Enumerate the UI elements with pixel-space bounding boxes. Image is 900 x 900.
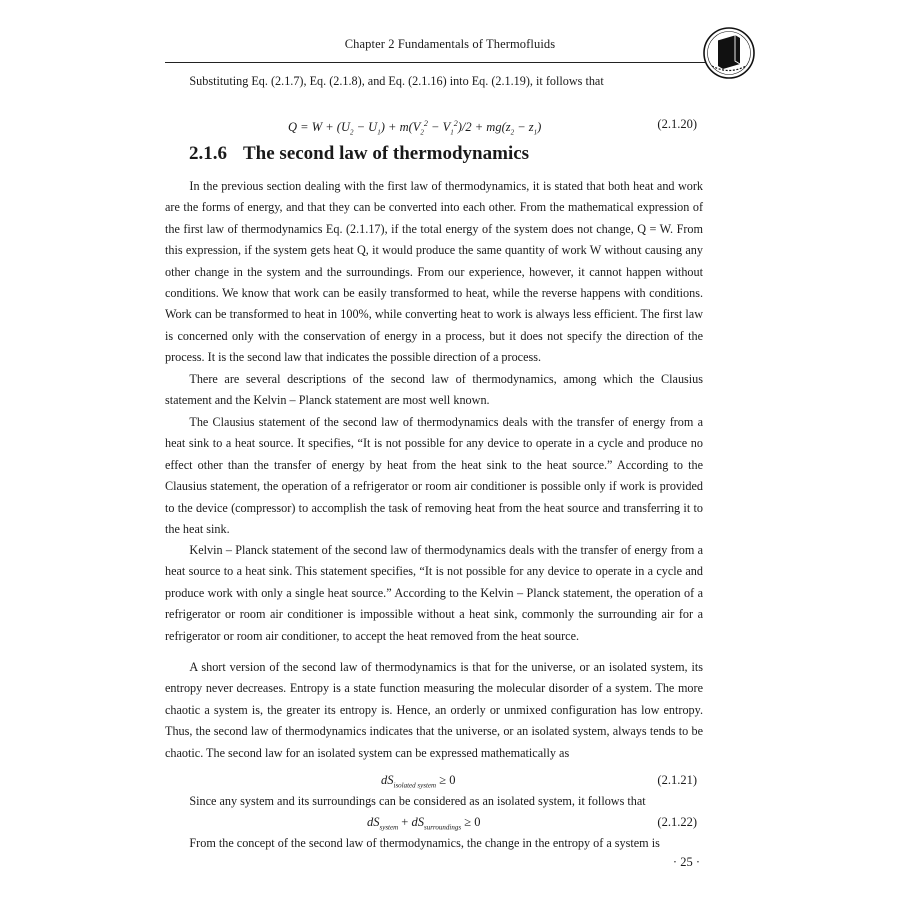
equation-2-1-22-expression: $dS_{system} + dS_{surroundings} \ge 0$ [367,815,481,832]
paragraph: There are several descriptions of the second law of thermodynamics, among which the Clausius statement and the Kelvin – Planck statement are most well known. [165,372,703,408]
section-title: The second law of thermodynamics [243,143,530,164]
paragraph: In the previous section dealing with the first law of thermodynamics, it is stated that both heat and work are the forms of energy, and that they can be converted into each other. From the mathematical expression of the first law of thermodynamics Eq. (2.1.17), if the total energy of the system does not change, Q = W. From this expression, if the system gets heat Q, it would produce the same quantity of work W without causing any other change in the system and the surroundings. From our experience, however, it cannot happen without conditions. We know that work can be easily transformed to heat, while the reverse happens with conditions. Work can be transformed to heat in 100%, while converting heat to work is always less efficient. The first law is concerned only with the conservation of energy in a process, but it does not specify the direction of the process. It is the second law that indicates the possible direction of a process. [165,179,703,365]
paragraph: A short version of the second law of thermodynamics is that for the universe, or an isolated system, its entropy never decreases. Entropy is a state function measuring the molecular disorder of a system. The more chaotic a system is, the greater its entropy is. Hence, an orderly or unmixed configuration has low entropy. Thus, the second law of thermodynamics indicates that the universe, or an isolated system, always tends to be chaotic. The second law for an isolated system can be expressed mathematically as [165,660,703,760]
paragraph: The Clausius statement of the second law of thermodynamics deals with the transfer of energy from a heat sink to a heat source. It specifies, “It is not possible for any device to operate in a cycle and produce no effect other than the transfer of energy by heat from the heat sink to the heat source.” According to the Clausius statement, the operation of a refrigerator or room air conditioner is possible only if work is provided to the device (compressor) to accomplish the task of removing heat from the heat source and transferring it to the heat sink. [165,415,703,537]
equation-number: (2.1.22) [657,815,697,829]
equation-2-1-21 [165,770,703,790]
paragraph: From the concept of the second law of thermodynamics, the change in the entropy of a system is [189,836,660,850]
equation-2-1-20-expression: $Q = W + (U_2 - U_1) + m(V_2^2 - V_1^2)/2 + mg(z_2 - z_1)$ [288,119,542,137]
section-number: 2.1.6 [189,143,227,164]
paragraph: Kelvin – Planck statement of the second law of thermodynamics deals with the transfer of energy from a heat source to a heat sink. This statement specifies, “It is not possible for any device to operate in a cycle and produce work with only a single heat source.” According to the Kelvin – Planck statement, the operation of a refrigerator or room air conditioner is impossible without a heat sink, commonly the surrounding air for a refrigerator or room air conditioner, to accept the heat removed from the heat source. [165,543,703,643]
equation-number: (2.1.20) [657,117,697,131]
equation-number: (2.1.21) [657,773,697,787]
equation-2-1-22 [165,812,703,832]
section-heading [189,142,529,166]
equation-2-1-21-expression: $dS_{isolated system} \ge 0$ [381,773,456,790]
equation-2-1-20 [165,114,703,137]
running-header: Chapter 2 Fundamentals of Thermofluids [344,37,556,51]
intro-paragraph: Substituting Eq. (2.1.7), Eq. (2.1.8), and Eq. (2.1.16) into Eq. (2.1.19), it follows that [189,74,604,88]
page-number: · 25 · [672,855,700,869]
book-logo-icon [702,26,756,80]
paragraph: Since any system and its surroundings can be considered as an isolated system, it follows that [189,794,646,808]
header-rule [165,62,705,63]
